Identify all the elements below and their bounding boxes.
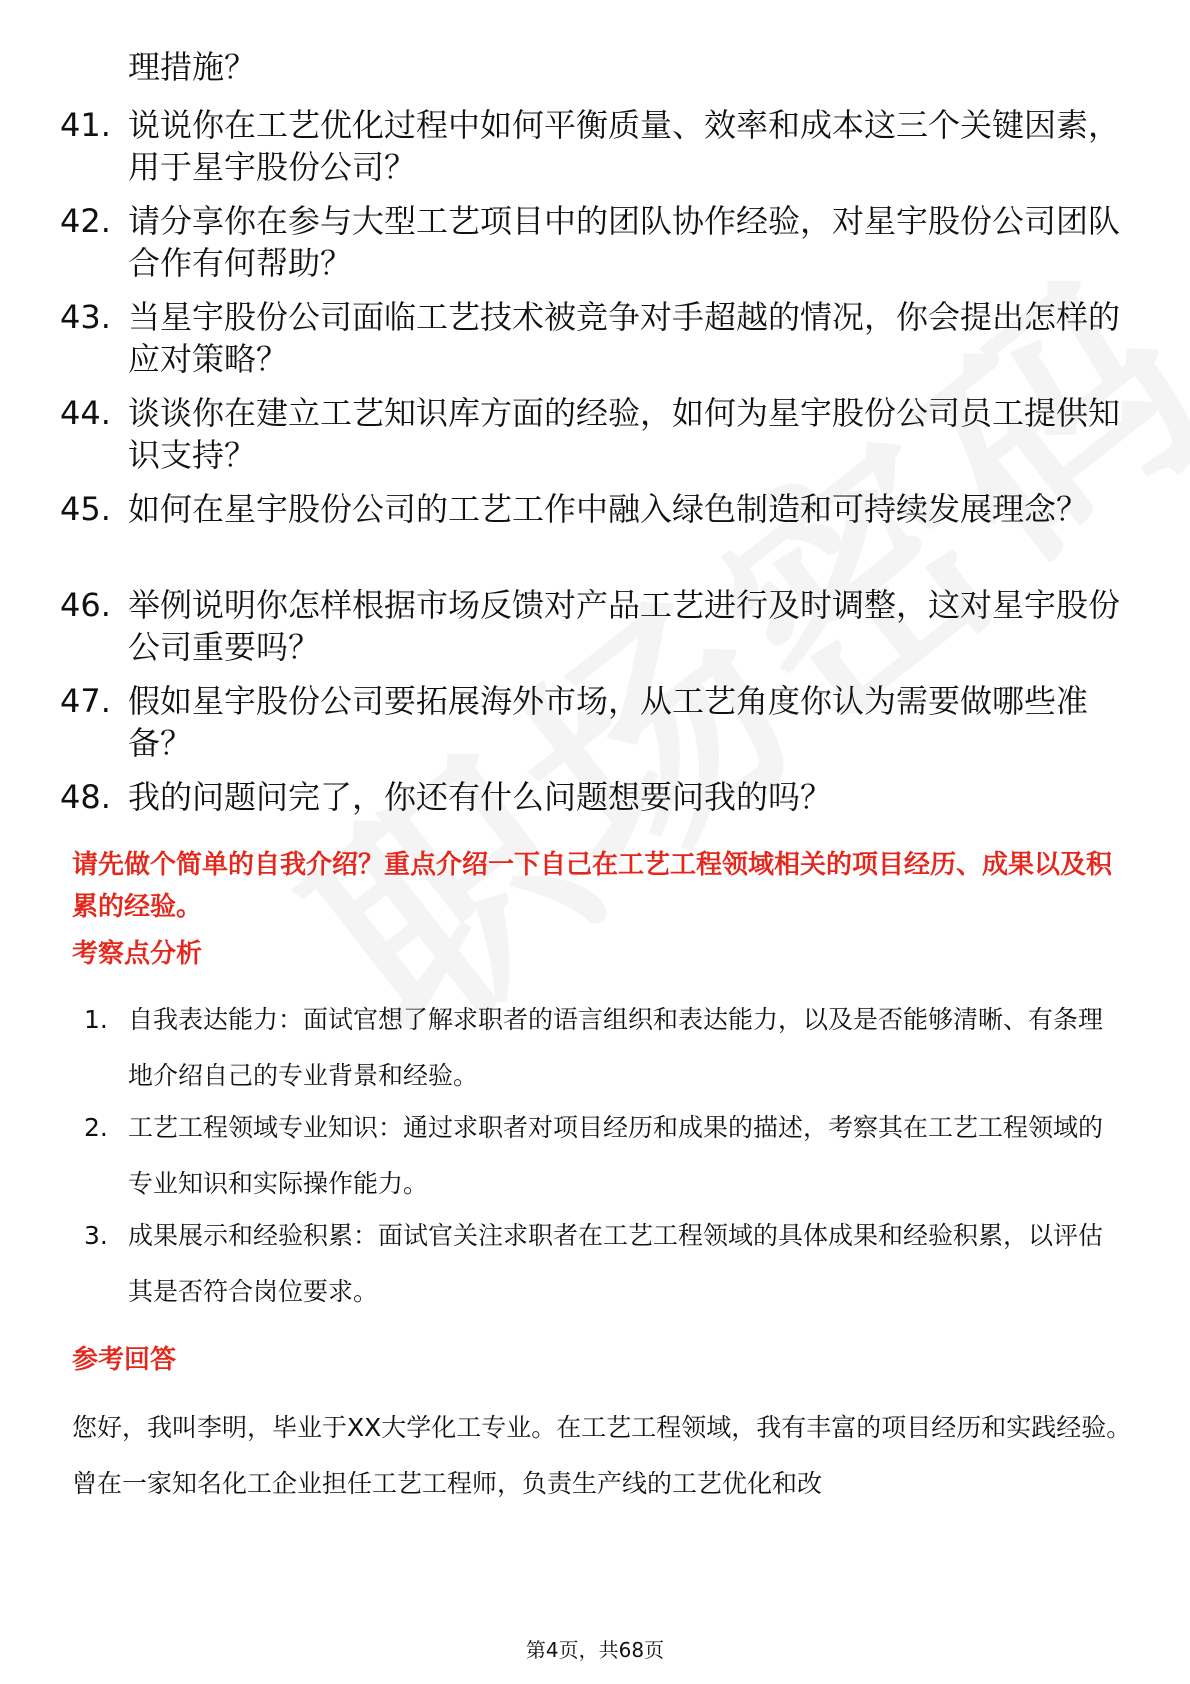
- question-number: 44.: [60, 394, 111, 432]
- question-text: 谈谈你在建立工艺知识库方面的经验，如何为星宇股份公司员工提供知识支持？: [128, 394, 1121, 474]
- question-item-47: [60, 680, 1120, 764]
- question-item-46: [60, 584, 1120, 668]
- question-number: 42.: [60, 202, 111, 240]
- analysis-item-text: 工艺工程领域专业知识：通过求职者对项目经历和成果的描述，考察其在工艺工程领域的专业知识和实际操作能力。: [128, 1113, 1104, 1198]
- question-number: 45.: [60, 490, 111, 528]
- analysis-heading: 考察点分析: [72, 939, 203, 969]
- analysis-item-number: 1.: [84, 1005, 108, 1034]
- question-item-44: [60, 392, 1120, 476]
- question-number: 41.: [60, 106, 111, 144]
- question-text: 说说你在工艺优化过程中如何平衡质量、效率和成本这三个关键因素，用于星宇股份公司？: [128, 106, 1121, 186]
- question-item-42: [60, 200, 1120, 284]
- question-text: 假如星宇股份公司要拓展海外市场，从工艺角度你认为需要做哪些准备？: [128, 682, 1089, 762]
- question-item-41: [60, 104, 1120, 188]
- analysis-item-number: 2.: [84, 1113, 108, 1142]
- reference-heading: 参考回答: [72, 1345, 177, 1375]
- analysis-item-2: [84, 1100, 1124, 1212]
- question-number: 46.: [60, 586, 111, 624]
- question-text: 当星宇股份公司面临工艺技术被竞争对手超越的情况，你会提出怎样的应对策略？: [128, 298, 1121, 378]
- question-text: 我的问题问完了，你还有什么问题想要问我的吗？: [128, 778, 833, 816]
- reference-answer: 您好，我叫李明，毕业于XX大学化工专业。在工艺工程领域，我有丰富的项目经历和实践经验。曾在一家知名化工企业担任工艺工程师，负责生产线的工艺优化和改: [72, 1413, 1132, 1498]
- analysis-item-1: [84, 992, 1124, 1104]
- analysis-item-text: 自我表达能力：面试官想了解求职者的语言组织和表达能力，以及是否能够清晰、有条理地介绍自己的专业背景和经验。: [128, 1005, 1104, 1090]
- question-number: 43.: [60, 298, 111, 336]
- question-item-43: [60, 296, 1120, 380]
- analysis-item-text: 成果展示和经验积累：面试官关注求职者在工艺工程领域的具体成果和经验积累，以评估其是否符合岗位要求。: [128, 1221, 1104, 1306]
- question-number: 48.: [60, 778, 111, 816]
- analysis-item-number: 3.: [84, 1221, 108, 1250]
- highlight-question: 请先做个简单的自我介绍？重点介绍一下自己在工艺工程领域相关的项目经历、成果以及积累的经验。: [72, 850, 1113, 922]
- question-item-48: [60, 776, 1120, 818]
- question-text: 举例说明你怎样根据市场反馈对产品工艺进行及时调整，这对星宇股份公司重要吗？: [128, 586, 1121, 666]
- question-item-45: [60, 488, 1120, 530]
- question-text: 如何在星宇股份公司的工艺工作中融入绿色制造和可持续发展理念？: [128, 490, 1089, 528]
- question-item-continued: [60, 46, 1120, 88]
- question-text: 理措施？: [128, 48, 257, 86]
- analysis-item-3: [84, 1208, 1124, 1320]
- question-number: 47.: [60, 682, 111, 720]
- page-number: 第4页，共68页: [525, 1638, 665, 1662]
- question-text: 请分享你在参与大型工艺项目中的团队协作经验，对星宇股份公司团队合作有何帮助？: [128, 202, 1121, 282]
